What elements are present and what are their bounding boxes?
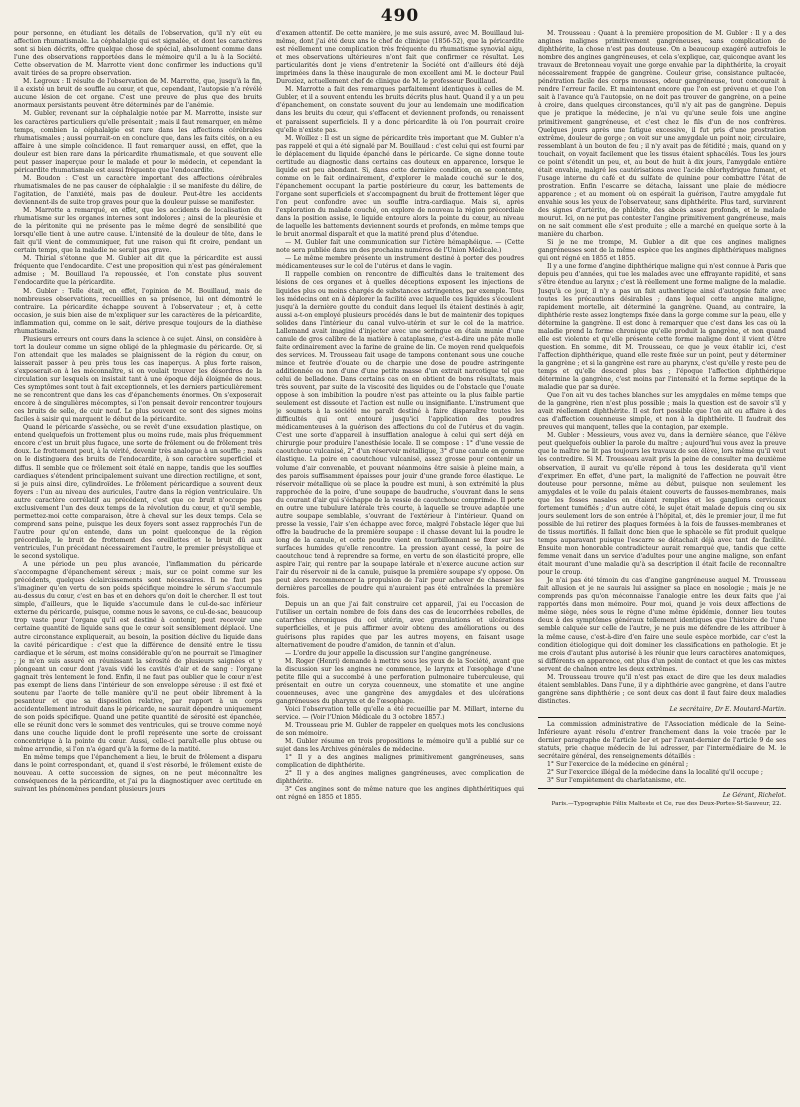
paragraph: Quand le péricarde s'assèche, ou se revêt d'une exsudation plastique, on entend quelquefois un frottement plus ou moins rude, mais plus fréquemment encore c'est un bruit plus fugace, une sorte de frôlement ou de frôlement très doux. Le frottement peut, à la vérité, devenir très analogue à un souffle ; mais on le distinguera des bruits de l'endocardite, à son caractère superficiel et diffus. Il semble que ce frôlement soit étalé en nappe, tandis que les souffles cardiaques s'étendent principalement suivant une direction rectiligne, et sont, si je puis ainsi dire, cylindroïdes. Le frôlement péricardique a souvent deux foyers : l'un au niveau des auricules, l'autre dans la région ventriculaire. Un autre caractère corrélatif au précédent, c'est que ce bruit n'occupe pas exclusivement l'un des deux temps de la révolution du cœur, et qu'il semble, permettez-moi cette comparaison, être à cheval sur les deux temps. Cela se comprend sans peine, puisque les deux foyers sont assez rapprochés l'un de l'autre pour qu'on entende, dans un point quelconque de la région précordiale, le bruit de frottement des oreillettes et le bruit dû aux ventricules, l'un précédant nécessairement l'autre, le premier présystolique et le second systolique. xyxy=(14,424,262,561)
paragraph: En même temps que l'épanchement a lieu, le bruit de frôlement a disparu dans le point correspondant, et, quand il s'est résorbé, le frôlement existe de nouveau. A cette succession de signes, on ne peut méconnaître les conséquences de la péricardite, et j'ai pu la diagnostiquer avec certitude en suivant les phénomènes pendant plusieurs jours xyxy=(14,754,262,794)
paragraph: Il y a une forme d'angine diphthérique maligne qui n'est connue à Paris que depuis peu d'années, qui tue les malades avec une effrayante rapidité, et sans s'être étendue au larynx ; c'est là réellement une forme maligne de la maladie. Jusqu'à ce jour, il n'y a pas un fait authentique ainsi d'autopsie faite avec toutes les précautions désirables ; dans lequel cette angine maligne, rapidement mortelle, ait déterminé la gangrène. Quand, au contraire, la diphthérie reste assez longtemps fixée dans la gorge comme sur la peau, elle y détermine la gangrène. Il est donc à remarquer que c'est dans les cas où la maladie prend la forme chronique qu'elle produit la gangrène, et non quand elle est violente et qu'elle présente cette forme maligne dont il vient d'être question. En somme, dit M. Trousseau, ce que je veux établir ici, c'est l'affection diphthérique, quand elle reste fixée sur un point, peut y déterminer la gangrène ; et si la gangrène est rare au pharynx, c'est qu'elle y reste peu de temps et qu'elle descend plus bas ; l'époque l'affection diphthérique détermine la gangrène, c'est moins par l'intensité et la forme septique de la maladie que par sa durée. xyxy=(538,263,786,392)
paragraph: — L'ordre du jour appelle la discussion sur l'angine gangréneuse. xyxy=(285,649,492,657)
column-3 xyxy=(538,30,786,1085)
paragraph: M. Gubler : Telle était, en effet, l'opinion de M. Bouillaud, mais de nombreuses observations, recueillies en sa présence, lui ont démontré le contraire. La péricardite échappe souvent à l'observateur ; et, à cette occasion, je suis bien aise de m'expliquer sur les caractères de la péricardite, inflammation qui, comme on le sait, dérive presque toujours de la diathèse rhumatismale. xyxy=(14,287,262,335)
paragraph: Il rappelle combien on rencontre de difficultés dans le traitement des lésions de ces organes et à quelles déceptions exposent les injections de liquides plus ou moins chargés de substances astringentes, par exemple. Tous les médecins ont en à déplorer la facilité avec laquelle ces liquides s'écoulent jusqu'à la dernière goutte du conduit dans lequel ils étaient destinés à agir, aussi a-t-on employé plusieurs procédés dans le but de maintenir des topiques solides dans l'intérieur du canal vulvo-utérin et sur le col de la matrice. Lallemand avait imaginé d'injecter avec une seringue en étain munie d'une canule de gros calibre de la matière à cataplasme, c'est-à-dire une pâte molle faite ordinairement avec la farine de graine de lin. Ce moyen rend quelquefois des services. M. Trousseau fait usage de tampons contenant sous une couche mince et feutrée d'ouate ou de charpie une dose de poudre astringente additionnée ou non d'une d'une petite masse d'un extrait narcotique tel que celui de belladone. Dans certains cas on en obtient de bons résultats, mais très souvent, par suite de la viscosité des liquides ou de l'obstacle que l'ouate oppose à son imbibition la poudre n'est pas atteinte ou la plus faible partie seulement est dissoute et l'action est nulle ou insignifiante. L'instrument que je soumets à la société me paraît destiné à faire disparaître toutes les difficultés qui ont entouré jusqu'ici l'application des poudres médicamenteuses à la guérison des affections du col de l'utérus et du vagin. C'est une sorte d'appareil à insufflation analogue à celui qui sert déjà en chirurgie pour produire l'anesthésie locale. Il se compose : 1° d'une vessie de caoutchouc vulcanisé, 2° d'un réservoir métallique, 3° d'une canule en gomme élastique. La poire en caoutchouc vulcanisé, assez grosse pour contenir un volume d'air convenable, et pouvant néanmoins être saisie à pleine main, a des parois suffisamment épaisses pour jouir d'une grande force élastique. Le réservoir métallique où se place la poudre est muni, à son extrémité la plus rapprochée de la poire, d'une soupape de baudruche, s'ouvrant dans le sens du courant d'air qui s'échappe de la vessie de caoutchouc comprimée. Il porte en outre une tubulure latérale très courte, à laquelle se trouve adaptée une autre soupape semblable, s'ouvrant de l'extérieur à l'intérieur. Quand on presse la vessie, l'air s'en échappe avec force, malgré l'obstacle léger que lui offre la baudruche de la première soupape : il chasse devant lui la poudre le long de la canule, et cette poudre vient en tourbillonnant se fixer sur les surfaces humides qu'elle rencontre. La pression ayant cessé, la poire de caoutchouc tend à reprendre sa forme, en vertu de son élasticité propre, elle aspire l'air, qui rentre par la soupape latérale et n'exerce aucune action sur l'air du réservoir ni de la canule, puisque la première soupape s'y oppose. On peut alors recommencer la propulsion de l'air pour achever de chasser les dernières parcelles de poudre qui n'auraient pas été entraînées la première fois. xyxy=(276,271,524,601)
paragraph: Si je ne me trompe, M. Gubler a dit que ces angines malignes gangréneuses sont de la même espèce que les angines diphthériques malignes qui ont régné en 1855 et 1855. xyxy=(538,239,786,263)
paragraph: M. Legroux : Il résulte de l'observation de M. Marrotte, que, jusqu'à la fin, il a existé un bruit de souffle au cœur, et que, cependant, l'autopsie n'a révélé aucune lésion de cet organe. C'est une preuve de plus que des bruits anormaux persistants peuvent être déterminés par de l'anémie. xyxy=(14,78,262,110)
paragraph: A une période un peu plus avancée, l'inflammation du péricarde s'accompagne d'épanchement séreux ; mais, sur ce point comme sur les précédents, quelques éclaircissements sont nécessaires. Il ne faut pas s'imaginer qu'en vertu de son poids spécifique moindre le sérum s'accumule au-dessus du cœur, c'est en bas et en dehors qu'on doit le chercher. Il est tout simple, d'ailleurs, que le liquide s'accumule dans le cul-de-sac inférieur externe du péricarde, puisque, comme nous le savons, ce cul-de-sac, beaucoup trop vaste pour l'organe qu'il est destiné à contenir, peut recevoir une certaine quantité de liquide sans que le cœur soit sensiblement déplacé. Une autre circonstance expliquerait, au besoin, la position déclive du liquide dans la cavité péricardique : c'est que la différence de densité entre le tissu cardiaque et le sérum, est moins considérable qu'on ne pourrait se l'imaginer ; je m'en suis assuré en réunissant la sérosité de plusieurs saignées et y plongeant un cœur dont j'avais vidé les cavités d'air et de sang : l'organe gagnait très lentement le fond. Enfin, il ne faut pas oublier que le cœur n'est pas exempt de liens dans l'intérieur de son enveloppe séreuse : il est fixé et soutenu par l'aorte de telle manière qu'il ne peut obéir librement à la pesanteur et que sa disposition relative, par rapport à un corps accidentellement introduit dans le péricarde, ne saurait dépendre uniquement de son poids spécifique. Quand une petite quantité de sérosité est épanchée, elle se réunit donc vers le sommet des ventricules, qui se trouve comme noyé dans une couche liquide dont le profil représente une sorte de croissant concentrique à la pointe du cœur. Aussi, celle-ci paraît-elle plus obtuse ou même arrondie, si l'on n'a égard qu'à la forme de la matité. xyxy=(14,561,262,754)
column-2 xyxy=(276,30,524,1085)
paragraph: M. Trousseau prie M. Gubler de rappeler en quelques mots les conclusions de son mémoire. xyxy=(276,722,524,738)
paragraph: M. Marrotte a fait des remarques parfaitement identiques à celles de M. Gubler, et il a souvent entendu les bruits décrits plus haut. Quand il y a un peu d'épanchement, on constate souvent du jour au lendemain une modification dans les bruits du cœur, qui s'effacent et deviennent profonds, ou renaissent et paraissent superficiels. Il y a donc péricardite là où l'on pourrait croire qu'elle n'existe pas. xyxy=(276,86,524,134)
divider xyxy=(538,788,786,789)
paragraph: 2° Il y a des angines malignes gangréneuses, avec complication de diphthérite. xyxy=(276,770,524,786)
paragraph: Plusieurs erreurs ont cours dans la science à ce sujet. Ainsi, on considère à tort la douleur comme un signe obligé de la phlegmasie du péricarde. Or, si l'on attendait que les malades se plaignissent de la région du cœur, on laisserait passer à peu près tous les cas inaperçus. A plus forte raison, s'exposerait-on à les méconnaître, si on voulait trouver les désordres de la circulation sur lesquels on insistait tant à une époque déjà éloignée de nous. Ces symptômes sont tout à fait exceptionnels, et les derniers particulièrement ne se rencontrent que dans les cas d'épanchements énormes. On s'exposerait encore à de singulières mécomptes, si l'on pensait devoir rencontrer toujours ces bruits de selle, de cuir neuf. Le plus souvent ce sont des signes moins faciles à saisir qui marquent le début de la péricardite. xyxy=(14,335,262,424)
commission-list xyxy=(538,761,786,785)
paragraph: d'examen attentif. De cette manière, je me suis assuré, avec M. Bouillaud lui-même, dont j'ai été deux ans le chef de clinique (1856-52), que la péricardite est réellement une complication très fréquente du rhumatisme synovial aigu, et mes observations ultérieures n'ont fait que confirmer ce résultat. Les particularités dont je viens d'entretenir la Société ont d'ailleurs été déjà imprimées dans la thèse inaugurale de mon excellent ami M. le docteur Paul Duroziez, actuellement chef de clinique de M. le professeur Bouillaud. xyxy=(276,30,524,86)
page-number: 490 xyxy=(380,6,420,26)
paragraph: M. Marrotte a remarqué, en effet, que les accidents de localisation du rhumatisme sur les organes internes sont indolores ; ainsi de la pleurésie et de la péritonite qui ne présente pas le même degré de sensibilité que lorsqu'elle tient à une autre cause. L'intensité de la douleur de tête, dans le fait qu'il vient de communiquer, fut une raison qui fit croire, pendant un certain temps, que la maladie ne serait pas grave. xyxy=(14,207,262,255)
paragraph: M. Gubler : Messieurs, vous avez vu, dans la dernière séance, que l'élève peut quelquefois oublier la parole du maître ; aujourd'hui vous avez la preuve que le maître ne lit pas toujours les travaux de son élève, lors même qu'il veut les contredire. Si M. Trousseau avait pris la peine de consulter ma deuxième observation, il aurait vu qu'elle répond à tous les desiderata qu'il vient d'exprimer. En effet, d'une part, la malignité de l'affection ne pouvait être douteuse pour personne, même au début, puisque non seulement les amygdales et le voile du palais étaient couverts de fausses-membranes, mais que les fosses nasales en étaient remplies et les ganglions cervicaux fortement tuméfiés ; d'un autre côté, le sujet était malade depuis cinq ou six jours seulement lors de son entrée à l'hôpital, et, dès le premier jour, il me fut possible de lui retirer des plaques formées à la fois de fausses-membranes et de tissus mortifiés. Il fallait donc bien que le sphacèle se fût produit quelque temps auparavant puisque l'escarre se détachait déjà avec tant de facilité. Ensuite mon honorable contradicteur aurait remarqué que, tandis que cette femme venait dans un service d'adultes pour une angine maligne, son enfant était mourant d'une maladie qu'à sa description il était facile de reconnaître pour le croup. xyxy=(538,432,786,577)
paragraph: 1° Il y a des angines malignes primitivement gangréneuses, sans complication de diphthérite. xyxy=(276,754,524,770)
list-item: 2° Sur l'exercice illégal de la médecine dans la localité qu'il occupe ; xyxy=(547,769,763,777)
list-item: 1° Sur l'exercice de la médecine en général ; xyxy=(547,761,689,769)
paragraph: Que l'on ait vu des taches blanches sur les amygdales en même temps que de la gangrène, rien n'est plus possible ; mais la question est de savoir s'il y avait réellement diphthérite. Il est fort possible que l'on ait eu affaire à des cas d'affection couenneuse simple, et non à la diphthérite. Il faudrait des preuves qui manquent, telles que la contagion, par exemple. xyxy=(538,392,786,432)
paragraph: M. Boudon : C'est un caractère important des affections cérébrales rhumatismales de ne pas causer de céphalalgie : il se manifeste du délire, de l'agitation, de l'anxiété, mais pas de douleur. Peut-être les accidents deviennent-ils de suite trop graves pour que la douleur puisse se manifester. xyxy=(14,174,262,206)
paragraph: M. Trousseau trouve qu'il n'est pas exact de dire que les deux maladies étaient semblables. Dans l'une, il y a diphthérie avec gangrène, et dans l'autre gangrène sans diphthérie ; ce sont deux cas dont il faut faire deux maladies distinctes. xyxy=(538,673,786,705)
printer-imprint: Paris.—Typographie Félix Malteste et Ce, rue des Deux-Portes-St-Sauveur, 22. xyxy=(551,801,782,808)
paragraph: Depuis un an que j'ai fait construire cet appareil, j'ai eu l'occasion de l'utiliser un certain nombre de fois dans des cas de leucorrhées rebelles, de catarrhes chroniques du col utérin, avec granulations et ulcérations superficielles, et je puis affirmer avoir obtenu des améliorations ou des guérisons plus rapides que par les autres moyens, en faisant usage alternativement de poudre d'amidon, de tannin et d'alun. xyxy=(276,601,524,649)
paragraph: — M. Gubler fait une communication sur l'ictère hémaphéique. — (Cette note sera publiée dans un des prochains numéros de l'Union Médicale.) xyxy=(276,239,524,255)
paragraph: M. Woillez : Il est un signe de péricardite très important que M. Gubler n'a pas rappelé et qui a été signalé par M. Bouillaud : c'est celui qui est fourni par le déplacement du liquide épanché dans le péricarde. Ce signe donne toute certitude au diagnostic dans certains cas douteux en apparence, lorsque le liquide est peu abondant. Si, dans cette dernière condition, on se contente, comme on le fait ordinairement, d'explorer le malade couché sur le dos, l'épanchement occupant la partie postérieure du cœur, les battements de l'organe sont superficiels et s'accompagnent du bruit de frottement léger que l'on peut confondre avec un souffle intra-cardiaque. Mais si, après l'exploration du malade couché, on explore de nouveau la région précordiale dans la position assise, le liquide entoure alors la pointe du cœur, au niveau de laquelle les battements deviennent sourds et profonds, en même temps que le bruit anormal disparaît et que la matité prend plus d'étendue. xyxy=(276,134,524,239)
list-item: 3° Sur l'empiètement du charlatanisme, etc. xyxy=(547,777,687,785)
paragraph: Je n'ai pas été témoin du cas d'angine gangréneuse auquel M. Trousseau fait allusion et je ne saurais lui assigner sa place en nosologie ; mais je ne comprends pas qu'on méconnaisse l'analogie entre les deux faits que j'ai rapportés dans mon mémoire. Pour moi, quand je vois deux affections de même siège, nées sous le règne d'une même épidémie, donner lieu toutes deux à des symptômes généraux tellement identiques que l'histoire de l'une semble calquée sur celle de l'autre, je ne puis me défendre de les attribuer à la même cause, c'est-à-dire d'en faire une seule espèce morbide, car c'est la condition étiologique qui doit dominer les classifications en pathologie. Et je me crois d'autant plus autorisé à les réunir que leurs caractères anatomiques, si différents en apparence, ont plus d'un point de contact et que les cas mixtes servent de chaînon entre les deux extrêmes. xyxy=(538,577,786,673)
paragraph: 3° Ces angines sont de même nature que les angines diphthéritiques qui ont régné en 1855 et 1855. xyxy=(276,786,524,802)
divider xyxy=(538,717,786,718)
paragraph: M. Gubler, revenant sur la céphalalgie notée par M. Marrotte, insiste sur les caractères particuliers qu'elle présentait ; mais il faut remarquer, en même temps, combien la céphalalgie est rare dans les affections cérébrales rhumatismales ; aussi pourrait-on en conclure que, dans les faits cités, on a eu affaire à une simple coïncidence. Il faut remarquer aussi, en effet, que la douleur est bien rare dans la péricardite rhumatismale, et que souvent elle peut passer inaperçue pour le malade et pour le médecin, et cependant la péricardite rhumatismale est aussi fréquente que l'endocardite. xyxy=(14,110,262,174)
paragraph: pour personne, en étudiant les détails de l'observation, qu'il n'y eût eu affection rhumatismale. La céphalalgie qui est signalée, et dont les caractères sont si bien décrits, offre quelque chose de spécial, absolument comme dans l'une des observations rapportées dans le mémoire qu'il a lu à la Société. Cette observation de M. Marrotte vient donc confirmer les inductions qu'il avait tirées de sa propre observation. xyxy=(14,30,262,78)
paragraph: Voici l'observation telle qu'elle a été recueillie par M. Millart, interne du service. — (Voir l'Union Médicale du 3 octobre 1857.) xyxy=(276,705,524,721)
commission-notice: La commission administrative de l'Association médicale de la Seine-Inférieure ayant résolu d'entrer franchement dans la voie tracée par le dernier paragraphe de l'article 1er et par l'avant-dernier de l'article 9 de ses statuts, prie chaque médecin de lui adresser, par l'intermédiaire de M. le secrétaire général, des renseignements détaillés : xyxy=(538,720,786,761)
paragraph: M. Thirial s'étonne que M. Gubler ait dit que la péricardite est aussi fréquente que l'endocardite. C'est une proposition qui n'est pas généralement admise ; M. Bouillaud l'a repoussée, et l'on constate plus souvent l'endocardite que la péricardite. xyxy=(14,255,262,287)
manager-signature: Le Gérant, Richelot. xyxy=(722,792,786,800)
paragraph: — Le même membre présente un instrument destiné à porter des poudres médicamenteuses sur le col de l'utérus et dans le vagin. xyxy=(276,255,524,271)
text-columns xyxy=(14,30,786,1085)
paragraph: M. Trousseau : Quant à la première proposition de M. Gubler : Il y a des angines malignes primitivement gangréneuses, sans complication de diphthérite, la chose n'est pas douteuse. On a beaucoup exagéré autrefois le nombre des angines gangréneuses, et cela s'explique, car, quiconque avant les travaux de Bretonneau voyait une gorge envahie par la diphthérite, la croyait nécessairement frappée de gangrène. Couleur grise, consistance pultacée, pénétration facile des corps mousses, odeur gangréneuse, tout concourait à rendre l'erreur facile. Et maintenant encore que l'on est prévenu et que l'on sait à l'avance qu'à l'autopsie, on ne doit pas trouver de gangrène, on a peine à croire, dans quelques circonstances, qu'il n'y ait pas de gangrène. Depuis que je pratique la médecine, je n'ai vu qu'une seule fois une angine primitivement gangréneuse, et c'est chez le fils d'un de nos confrères. Quelques jours après une fatigue excessive, il fut pris d'une prostration extrême, douleur de gorge ; on voit sur une amygdale un point noir, circulaire, ressemblant à un bouton de feu ; il n'y avait pas de fétidité ; mais, quand on y touchait, on voyait facilement que les tissus étaient sphacélés. Tous les jours ce point s'étendit un peu, et, au bout de huit à dix jours, l'amygdale entière était envahie, malgré les cautérisations avec l'acide chlorhydrique fumant, et l'usage interne du café et du sulfate de quinine pour combattre l'état de prostration. Enfin l'escarre se détacha, laissant une plaie de médiocre apparence ; et au moment où on espérait la guérison, l'autre amygdale fut envahie sous les yeux de l'observateur, sans diphthérite. Plus tard, survinrent des signes d'artérite, de phlébite, des abcès assez profonds, et le malade mourut. Ici, on ne put pas contester l'angine primitivement gangréneuse, mais on ne sait comment elle s'est produite ; elle a marché en quelque sorte à la manière du charbon. xyxy=(538,30,786,239)
paragraph: M. Roger (Henri) demande à mettre sous les yeux de la Société, avant que la discussion sur les angines ne commence, le larynx et l'œsophage d'une petite fille qui a succombé à une perforation pulmonaire tuberculeuse, qui présentait en outre un coryza couenneux, une stomatite et une angine couenneuses, avec une gangrène des amygdales et des ulcérations gangréneuses du pharynx et de l'œsophage. xyxy=(276,657,524,705)
column-1 xyxy=(14,30,262,1085)
secretary-signature: Le secrétaire, Dr E. Moutard-Martin. xyxy=(669,705,786,713)
paragraph: M. Gubler résume en trois propositions le mémoire qu'il a publié sur ce sujet dans les Archives générales de médecine. xyxy=(276,738,524,754)
